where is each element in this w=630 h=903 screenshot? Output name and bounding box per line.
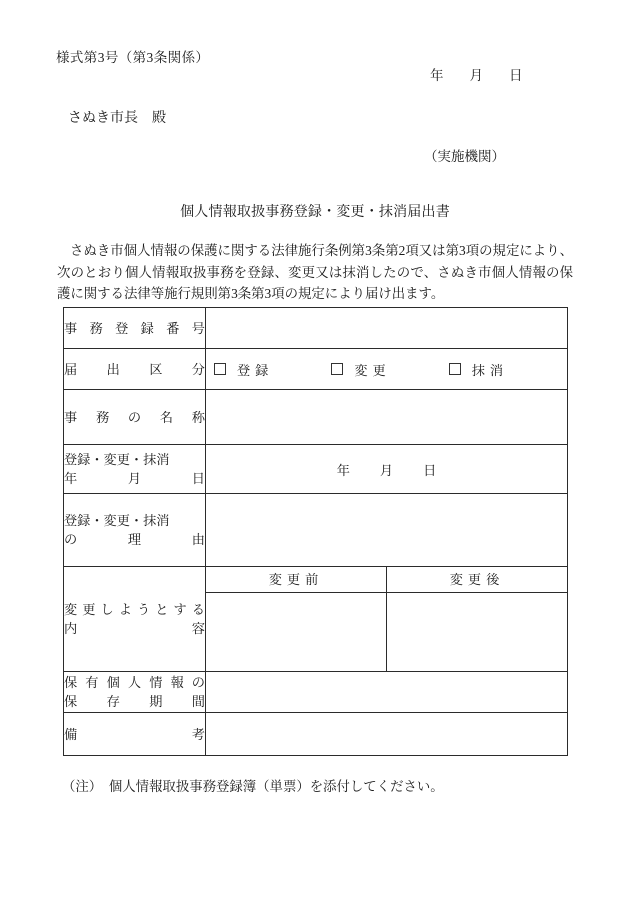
cell-date-month: 月 <box>379 462 394 478</box>
field-after-change[interactable] <box>387 593 568 672</box>
checkbox-option-register[interactable] <box>214 360 273 379</box>
field-before-change[interactable] <box>206 593 387 672</box>
row-label-todokede-kubun <box>64 349 206 390</box>
label-text: 事務登録番号 <box>64 320 205 336</box>
field-todokede-kubun <box>206 349 568 390</box>
label-text: 備考 <box>64 726 205 742</box>
footnote: （注） 個人情報取扱事務登録簿（単票）を添付してください。 <box>62 779 444 794</box>
field-hozon-kikan[interactable] <box>206 672 568 713</box>
implementing-agency-label: （実施機関） <box>424 149 505 164</box>
label-text-line1: 登録・変更・抹消 <box>64 452 170 467</box>
table-row <box>64 713 568 756</box>
page-title: 個人情報取扱事務登録・変更・抹消届出書 <box>180 205 450 220</box>
table-row <box>64 567 568 593</box>
checkbox-icon[interactable] <box>331 363 343 375</box>
field-riyu[interactable] <box>206 494 568 567</box>
label-text-line1: 変更しようとする <box>64 602 205 617</box>
field-biko[interactable] <box>206 713 568 756</box>
column-header-after-change: 変更後 <box>387 567 568 593</box>
label-text-line1: 保有個人情報の <box>64 675 205 690</box>
label-text-line2: の 理 由 <box>64 532 205 547</box>
table-row <box>64 308 568 349</box>
table-row <box>64 445 568 494</box>
cell-date-day: 日 <box>423 462 437 478</box>
header-date-year: 年 <box>430 68 444 83</box>
table-row <box>64 390 568 445</box>
checkbox-label: 登録 <box>237 362 274 378</box>
checkbox-label: 変更 <box>354 362 391 378</box>
row-label-riyu <box>64 494 206 567</box>
table-row <box>64 349 568 390</box>
label-text: 届出区分 <box>64 361 205 377</box>
checkbox-option-change[interactable] <box>331 360 390 379</box>
registration-form-table <box>63 307 568 756</box>
field-toroku-henko-masshō-date[interactable] <box>206 445 568 494</box>
form-number: 様式第3号（第3条関係） <box>56 50 210 65</box>
column-header-before-change: 変更前 <box>206 567 387 593</box>
label-text-line1: 登録・変更・抹消 <box>64 513 170 528</box>
field-jimu-no-meisho[interactable] <box>206 390 568 445</box>
row-label-toroku-henko-masshō-date <box>64 445 206 494</box>
addressee: さぬき市長 殿 <box>68 111 166 126</box>
row-label-hozon-kikan <box>64 672 206 713</box>
table-row <box>64 672 568 713</box>
label-text: 事務の名称 <box>64 409 205 425</box>
row-label-jimu-no-meisho <box>64 390 206 445</box>
header-date-line <box>430 64 523 84</box>
label-text-line2: 内 容 <box>64 621 205 636</box>
checkbox-group <box>206 360 567 379</box>
cell-date-year: 年 <box>336 462 350 478</box>
row-label-henko-naiyo <box>64 567 206 672</box>
checkbox-icon[interactable] <box>214 363 226 375</box>
row-label-jimu-toroku-bango <box>64 308 206 349</box>
table-row <box>64 494 568 567</box>
date-placeholder <box>206 460 567 479</box>
header-date-day: 日 <box>509 68 523 83</box>
field-jimu-toroku-bango[interactable] <box>206 308 568 349</box>
header-date-month: 月 <box>469 68 483 83</box>
label-text-line2: 年 月 日 <box>64 471 205 486</box>
row-label-biko <box>64 713 206 756</box>
checkbox-label: 抹消 <box>471 362 509 378</box>
body-paragraph: さぬき市個人情報の保護に関する法律施行条例第3条第2項又は第3項の規定により、次のとおり個人情報取扱事務を登録、変更又は抹消したので、さぬき市個人情報の保護に関する法律等施行規則第3条第3項の規定により届け出ます。 <box>57 243 573 301</box>
checkbox-option-delete[interactable] <box>449 360 508 379</box>
label-text-line2: 保存期間 <box>64 694 205 709</box>
checkbox-icon[interactable] <box>449 363 461 375</box>
